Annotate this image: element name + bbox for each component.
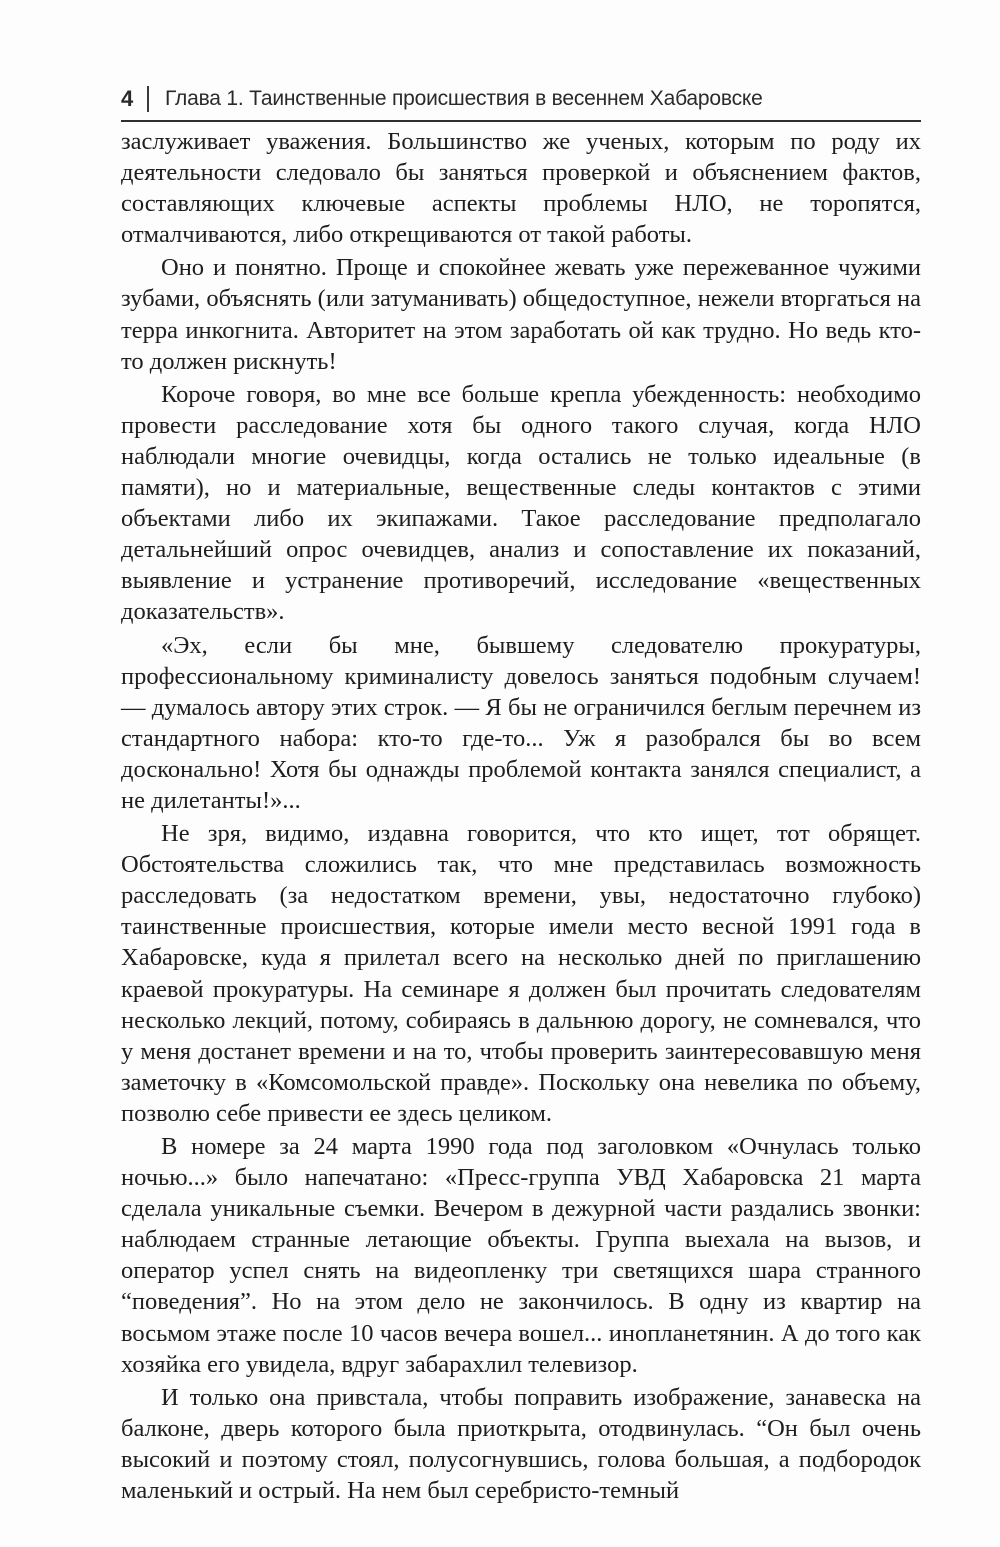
header-rule xyxy=(121,120,921,122)
paragraph: заслуживает уважения. Большинство же ученых, которым по роду их деятельности следовало бы заняться проверкой и объяснением фактов, составляющих ключевые аспекты проблемы НЛО, не торопятся, отмалчиваются, либо открещиваются от такой работы. xyxy=(121,128,921,249)
page-number: 4 xyxy=(121,86,134,111)
chapter-title: Глава 1. Таинственные происшествия в весеннем Хабаровске xyxy=(165,87,763,110)
body-text xyxy=(121,126,921,1506)
paragraph: И только она привстала, чтобы поправить изображение, занавеска на балконе, дверь которого была приоткрыта, отодвинулась. “Он был очень высокий и поэтому стоял, полусогнувшись, голова большая, а подбородок маленький и острый. На нем был серебристо-темный xyxy=(121,1383,921,1505)
paragraph: «Эх, если бы мне, бывшему следователю прокуратуры, профессиональному криминалисту довелось заняться подобным случаем! — думалось автору этих строк. — Я бы не ограничился беглым перечнем из стандартного набора: кто-то где-то... Уж я разобрался бы во всем досконально! Хотя бы однажды проблемой контакта занялся специалист, а не дилетанты!»... xyxy=(121,631,921,814)
paragraph: Оно и понятно. Проще и спокойнее жевать уже пережеванное чужими зубами, объяснять (или затуманивать) общедоступное, нежели вторгаться на терра инкогнита. Авторитет на этом заработать ой как трудно. Но ведь кто-то должен рискнуть! xyxy=(121,254,921,375)
header-separator xyxy=(147,86,149,112)
running-header xyxy=(121,82,921,116)
paragraph: В номере за 24 марта 1990 года под заголовком «Очнулась только ночью...» было напечатано: «Пресс-группа УВД Хабаровска 21 марта сделала уникальные съемки. Вечером в дежурной части раздались звонки: наблюдаем странные летающие объекты. Группа выехала на вызов, и оператор успел снять на видеопленку три светящихся шара странного “поведения”. Но на этом дело не закончилось. В одну из квартир на восьмом этаже после 10 часов вечера вошел... инопланетянин. А до того как хозяйка его увидела, вдруг забарахлил телевизор. xyxy=(121,1133,921,1378)
paragraph: Не зря, видимо, издавна говорится, что кто ищет, тот обрящет. Обстоятельства сложились так, что мне представилась возможность расследовать (за недостатком времени, увы, недостаточно глубоко) таинственные происшествия, которые имели место весной 1991 года в Хабаровске, куда я прилетал всего на несколько дней по приглашению краевой прокуратуры. На семинаре я должен был прочитать следователям несколько лекций, потому, собираясь в дальнюю дорогу, не сомневался, что у меня достанет времени и на то, чтобы проверить заинтересовавшую меня заметочку в «Комсомольской правде». Поскольку она невелика по объему, позволю себе привести ее здесь целиком. xyxy=(121,820,921,1127)
paragraph: Короче говоря, во мне все больше крепла убежденность: необходимо провести расследование хотя бы одного такого случая, когда НЛО наблюдали многие очевидцы, когда остались не только идеальные (в памяти), но и материальные, вещественные следы контактов с этими объектами либо их экипажами. Такое расследование предполагало детальнейший опрос очевидцев, анализ и сопоставление их показаний, выявление и устранение противоречий, исследование «вещественных доказательств». xyxy=(121,380,921,626)
